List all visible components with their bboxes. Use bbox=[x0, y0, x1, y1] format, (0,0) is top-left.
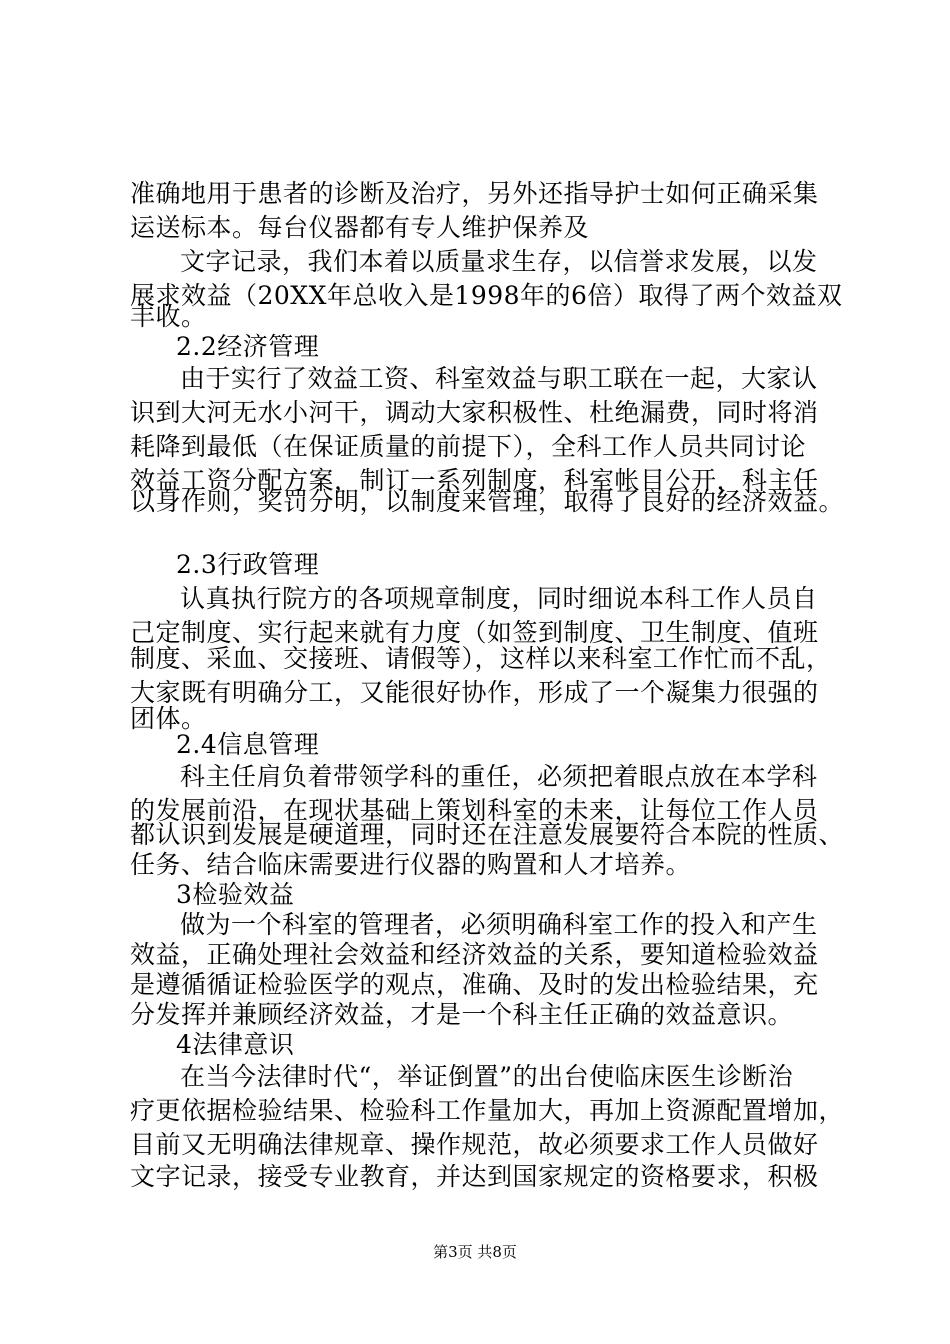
body-text-line: 识到大河无水小河干，调动大家积极性、杜绝漏费，同时将消 bbox=[130, 398, 819, 427]
body-text-line: 分发挥并兼顾经济效益，才是一个科主任正确的效益意识。 bbox=[130, 1000, 794, 1029]
body-text-line: 在当今法律时代“，举证倒置”的出台使临床医生诊断治 bbox=[180, 1062, 794, 1091]
body-text-line: 团体。 bbox=[130, 704, 207, 733]
body-text-line: 运送标本。每台仪器都有专人维护保养及 bbox=[130, 213, 590, 242]
body-text-line: 制度、采血、交接班、请假等），这样以来科室工作忙而不乱， bbox=[130, 644, 832, 673]
body-text-line: 效益，正确处理社会效益和经济效益的关系，要知道检验效益 bbox=[130, 940, 819, 969]
body-text-line: 做为一个科室的管理者，必须明确科室工作的投入和产生 bbox=[180, 910, 818, 939]
body-text-line: 效益工资分配方案，制订一系列制度，科室帐目公开，科主任 bbox=[130, 466, 819, 495]
body-text-line: 以身作则，奖罚分明，以制度来管理，取得了良好的经济效益。 bbox=[130, 487, 845, 516]
body-text-line: 准确地用于患者的诊断及治疗，另外还指导护士如何正确采集 bbox=[130, 179, 819, 208]
body-text-line: 认真执行院方的各项规章制度，同时细说本科工作人员自 bbox=[180, 584, 818, 613]
body-text-line: 耗降到最低（在保证质量的前提下），全科工作人员共同讨论 bbox=[130, 432, 807, 461]
body-text-line: 的发展前沿，在现状基础上策划科室的未来，让每位工作人员 bbox=[130, 796, 819, 825]
section-heading: 2.3行政管理 bbox=[176, 550, 320, 579]
body-text-line: 目前又无明确法律规章、操作规范，故必须要求工作人员做好 bbox=[130, 1130, 819, 1159]
section-heading: 2.4信息管理 bbox=[176, 730, 320, 759]
body-text-line: 己定制度、实行起来就有力度（如签到制度、卫生制度、值班 bbox=[130, 618, 819, 647]
body-text-line: 科主任肩负着带领学科的重任，必须把着眼点放在本学科 bbox=[180, 762, 818, 791]
section-heading: 3检验效益 bbox=[176, 880, 295, 909]
body-text-line: 展求效益（20XX年总收入是1998年的6倍）取得了两个效益双 bbox=[130, 281, 843, 310]
section-heading: 4法律意识 bbox=[176, 1030, 295, 1059]
body-text-line: 丰收。 bbox=[130, 302, 207, 331]
body-text-line: 大家既有明确分工，又能很好协作，形成了一个凝集力很强的 bbox=[130, 678, 819, 707]
body-text-line: 都认识到发展是硬道理，同时还在注意发展要符合本院的性质、 bbox=[130, 820, 845, 849]
body-text-line: 疗更依据检验结果、检验科工作量加大，再加上资源配置增加， bbox=[130, 1096, 845, 1125]
body-text-line: 是遵循循证检验医学的观点，准确、及时的发出检验结果，充 bbox=[130, 970, 819, 999]
section-heading: 2.2经济管理 bbox=[176, 332, 320, 361]
body-text-line: 任务、结合临床需要进行仪器的购置和人才培养。 bbox=[130, 850, 692, 879]
body-text-line: 文字记录，接受专业教育，并达到国家规定的资格要求，积极 bbox=[130, 1162, 819, 1191]
body-text-line: 由于实行了效益工资、科室效益与职工联在一起，大家认 bbox=[180, 364, 818, 393]
body-text-line: 文字记录，我们本着以质量求生存，以信誉求发展，以发 bbox=[180, 247, 818, 276]
page-number-footer: 第3页 共8页 bbox=[433, 1243, 517, 1261]
